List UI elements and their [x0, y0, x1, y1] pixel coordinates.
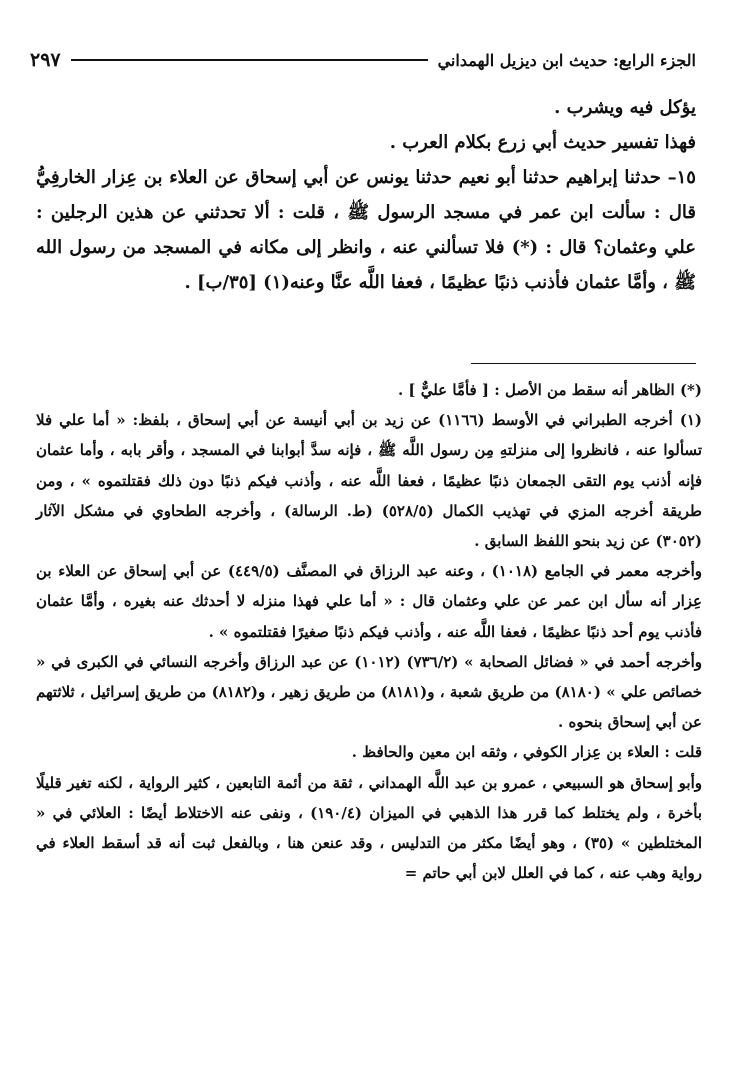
hadith-number: ١٥– حدثنا [624, 167, 696, 188]
footnote-paragraph-5: وأبو إسحاق هو السبيعي ، عمرو بن عبد اللَّه الهمداني ، ثقة من أئمة التابعين ، كثير الرواية ، لكنه تغير قليلًا بأخرة ، ولم يختلط كما قرر هذا الذهبي في الميزان (١٩٠/٤) ، ونفى عنه الاختلاط أيضًا : العلائي في « المختلطين » (٣٥) ، وهو أيضًا مكثر من التدليس ، وقد عنعن هنا ، وبالفعل ثبت أنه قد أسقط العلاء في رواية وهب عنه ، كما في العلل لابن أبي حاتم = [36, 773, 702, 883]
footnote-star: (*) الظاهر أنه سقط من الأصل : [ فأمَّا عليٌّ ] . [397, 381, 702, 399]
footnote-paragraph-2: وأخرجه معمر في الجامع (١٠١٨) ، وعنه عبد الرزاق في المصنَّف (٤٤٩/٥) عن أبي إسحاق عن العلاء بن عِزار أنه سأل ابن عمر عن علي وعثمان قال : « أما علي فهذا منزله لا أحدثك عنه بغيره ، وأمَّا عثمان فأذنب يوم أحد ذنبًا عظيمًا ، فعفا اللَّه عنه ، وأذنب فيكم ذنبًا صغيرًا فقتلتموه » . [36, 562, 702, 641]
page-number: ٢٩٧ [30, 49, 61, 71]
main-line-1: يؤكل فيه ويشرب . [554, 97, 696, 118]
running-title: الجزء الرابع: حديث ابن ديزيل الهمداني [437, 50, 696, 70]
main-text [36, 90, 696, 300]
footnote-divider [471, 363, 696, 364]
header-rule [71, 59, 428, 61]
footnote-paragraph-3: وأخرجه أحمد في « فضائل الصحابة » (٧٣٦/٢) (١٠١٢) عن عبد الرزاق وأخرجه النسائي في الكبرى في « خصائص علي » (٨١٨٠) من طريق شعبة ، و(٨١٨١) من طريق زهير ، و(٨١٨٢) من طريق إسرائيل ، ثلاثتهم عن أبي إسحاق بنحوه . [36, 652, 703, 732]
footnotes [36, 375, 702, 888]
main-line-2: فهذا تفسير حديث أبي زرع بكلام العرب . [389, 132, 696, 153]
page-header [30, 46, 696, 74]
footnote-paragraph-4: قلت : العلاء بن عِزار الكوفي ، وثقه ابن معين والحافظ . [351, 743, 702, 762]
hadith-text: إبراهيم حدثنا أبو نعيم حدثنا يونس عن أبي إسحاق عن العلاء بن عِزار الخارفِيُّ قال : سألت ابن عمر في مسجد الرسول ﷺ ، قلت : ألا تحدثني عن هذين الرجلين : علي وعثمان؟ قال : (*) فلا تسألني عنه ، وانظر إلى مكانه في المسجد من رسول الله ﷺ ، وأمَّا عثمان فأذنب ذنبًا عظيمًا ، فعفا اللَّه عنَّا وعنه(١) [٣٥/ب] . [36, 167, 696, 293]
hadith-paragraph [36, 160, 696, 300]
footnote-1: (١) أخرجه الطبراني في الأوسط (١١٦٦) عن زيد بن أبي أنيسة عن أبي إسحاق ، بلفظ: « أما علي فلا تسألوا عنه ، فانظروا إلى منزلتهِ مِن رسول اللَّه ﷺ ، فإنه سدَّ أبوابنا في المسجد ، وأقر بابه ، وأما عثمان فإنه أذنب يوم التقى الجمعان ذنبًا عظيمًا ، فعفا اللَّه عنه ، وأذنب فيكم ذنبًا دون ذلك فقتلتموه » ، ومن طريقة أخرجه المزي في تهذيب الكمال (٥٢٨/٥) (ط. الرسالة) ، وأخرجه الطحاوي في مشكل الآثار (٣٠٥٢) عن زيد بنحو اللفظ السابق . [36, 411, 702, 551]
